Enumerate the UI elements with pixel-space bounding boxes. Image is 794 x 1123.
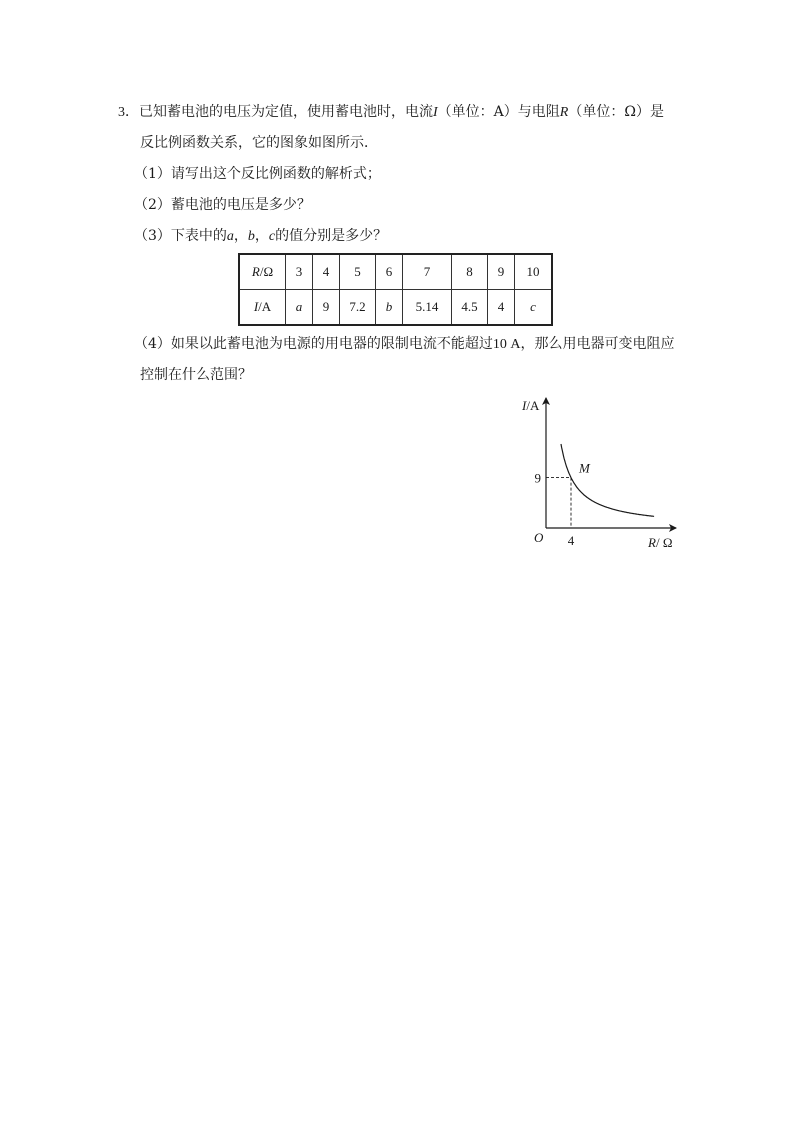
separator: ，	[254, 228, 269, 244]
table-header-resistance: R/Ω	[239, 254, 286, 290]
y-axis-label: I/A	[522, 398, 540, 413]
variable-a: a	[226, 229, 234, 244]
hyperbola-curve	[561, 444, 654, 516]
table-row-current	[239, 290, 552, 326]
question-line-1	[118, 102, 664, 123]
x-axis-label: R/ Ω	[648, 535, 673, 550]
question-line-2: 反比例函数关系，它的图象如图所示．	[140, 135, 378, 151]
table-cell: 4	[488, 290, 515, 326]
table-cell: 4	[313, 254, 340, 290]
table-cell: a	[286, 290, 313, 326]
values-table	[238, 253, 553, 326]
current-limit-value: 10 A	[492, 337, 521, 352]
table-cell: 7.2	[340, 290, 376, 326]
table-cell: 5	[340, 254, 376, 290]
table-cell: 9	[488, 254, 515, 290]
sub-question-4-prefix: （4）如果以此蓄电池为电源的用电器的限制电流不能超过	[134, 336, 493, 352]
sub-question-1: （1）请写出这个反比例函数的解析式；	[134, 166, 381, 182]
table-row-resistance	[239, 254, 552, 290]
sub-question-2: （2）蓄电池的电压是多少？	[134, 197, 311, 213]
variable-current: I	[433, 105, 438, 120]
origin-label: O	[534, 530, 544, 545]
sub-question-3-suffix: 的值分别是多少？	[275, 228, 388, 244]
table-cell: 8	[452, 254, 488, 290]
table-cell: 4.5	[452, 290, 488, 326]
x-tick-label: 4	[567, 533, 575, 548]
table-cell: c	[515, 290, 553, 326]
separator: ，	[233, 228, 248, 244]
table-cell: 7	[403, 254, 452, 290]
table-cell: 3	[286, 254, 313, 290]
variable-b: b	[247, 229, 255, 244]
table-cell: 6	[376, 254, 403, 290]
inverse-function-graph	[510, 390, 685, 555]
question-intro-part2: （单位：A）与电阻	[437, 104, 560, 120]
sub-question-4-suffix: ，那么用电器可变电阻应	[520, 336, 675, 352]
variable-resistance: R	[559, 105, 569, 120]
question-number: 3．	[118, 105, 139, 120]
table-cell: 9	[313, 290, 340, 326]
question-intro-part1: 已知蓄电池的电压为定值，使用蓄电池时，电流	[139, 104, 433, 120]
table-cell: 10	[515, 254, 553, 290]
sub-question-4	[134, 334, 675, 355]
y-tick-label: 9	[534, 470, 541, 486]
table-cell: 5.14	[403, 290, 452, 326]
table-header-current: I/A	[239, 290, 286, 326]
question-intro-part3: （单位：Ω）是	[568, 104, 664, 120]
point-m-label: M	[579, 460, 590, 476]
sub-question-3-prefix: （3）下表中的	[134, 228, 227, 244]
table-cell: b	[376, 290, 403, 326]
sub-question-3	[134, 226, 387, 247]
sub-question-4-line-2: 控制在什么范围？	[140, 367, 252, 383]
variable-c: c	[268, 229, 276, 244]
